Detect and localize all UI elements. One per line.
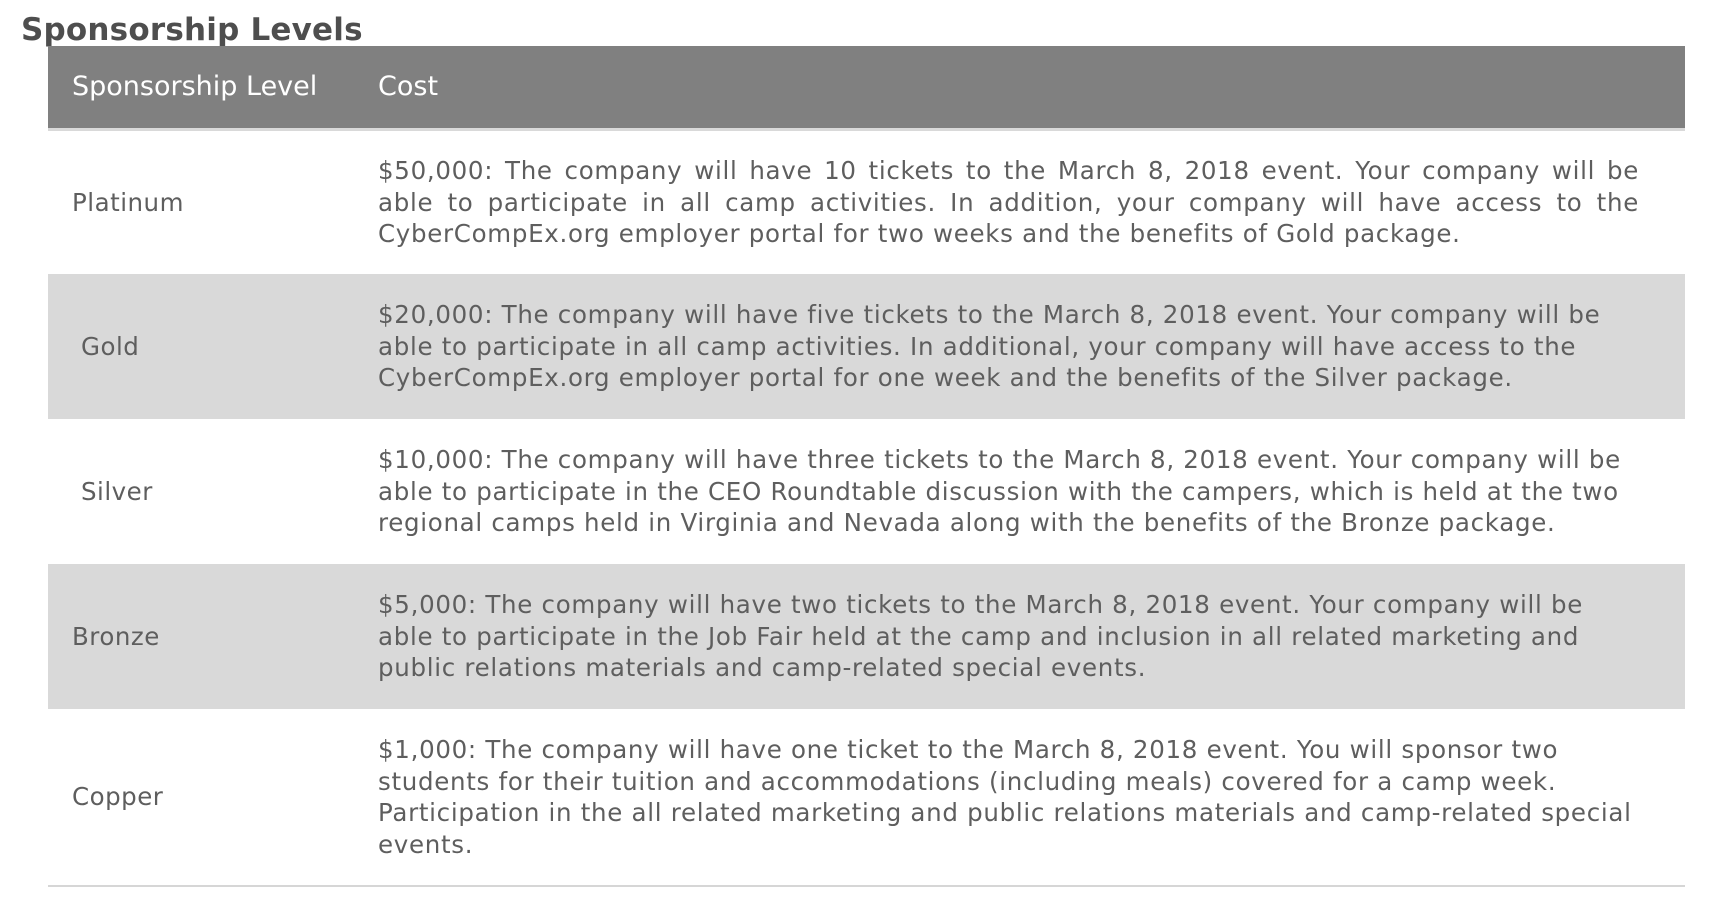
- table-row-copper: [48, 709, 1685, 886]
- level-cell: Silver: [81, 476, 153, 506]
- level-cell: Bronze: [72, 621, 160, 651]
- cost-cell: $50,000: The company will have 10 tickets to the March 8, 2018 event. Your company will be able to participate in all camp activities. In addition, your company will have access to the CyberCompEx.org employer portal for two weeks and the benefits of Gold package.: [378, 156, 1639, 248]
- cost-cell: $1,000: The company will have one ticket to the March 8, 2018 event. You will sponsor two students for their tuition and accommodations (including meals) covered for a camp week. Participation in the all related marketing and public relations materials and camp-related special events.: [378, 735, 1632, 859]
- level-cell: Platinum: [72, 187, 184, 217]
- sponsorship-table: [48, 46, 1685, 887]
- level-cell: Gold: [81, 331, 140, 361]
- page-title: Sponsorship Levels: [21, 12, 363, 48]
- level-cell: Copper: [72, 782, 164, 812]
- table-header: [48, 46, 1685, 129]
- sponsorship-table-container: [48, 46, 1685, 887]
- cost-cell: $5,000: The company will have two tickets to the March 8, 2018 event. Your company will be able to participate in the Job Fair held at the camp and inclusion in all related marketing and public relations materials and camp-related special events.: [378, 590, 1584, 683]
- column-header-cost: Cost: [378, 71, 439, 103]
- cost-cell: $10,000: The company will have three tickets to the March 8, 2018 event. Your company will be able to participate in the CEO Roundtable discussion with the campers, which is held at the two regional camps held in Virginia and Nevada along with the benefits of the Bronze package.: [378, 445, 1621, 538]
- header-row: [48, 46, 1685, 129]
- table-row-silver: [48, 419, 1685, 564]
- table-row-platinum: [48, 129, 1685, 274]
- table-row-gold: [48, 274, 1685, 419]
- column-header-level: Sponsorship Level: [72, 71, 318, 103]
- cost-cell: $20,000: The company will have five tickets to the March 8, 2018 event. Your company will be able to participate in all camp activities. In additional, your company will have access to the CyberCompEx.org employer portal for one week and the benefits of the Silver package.: [378, 300, 1601, 393]
- table-body: [48, 129, 1685, 886]
- table-row-bronze: [48, 564, 1685, 709]
